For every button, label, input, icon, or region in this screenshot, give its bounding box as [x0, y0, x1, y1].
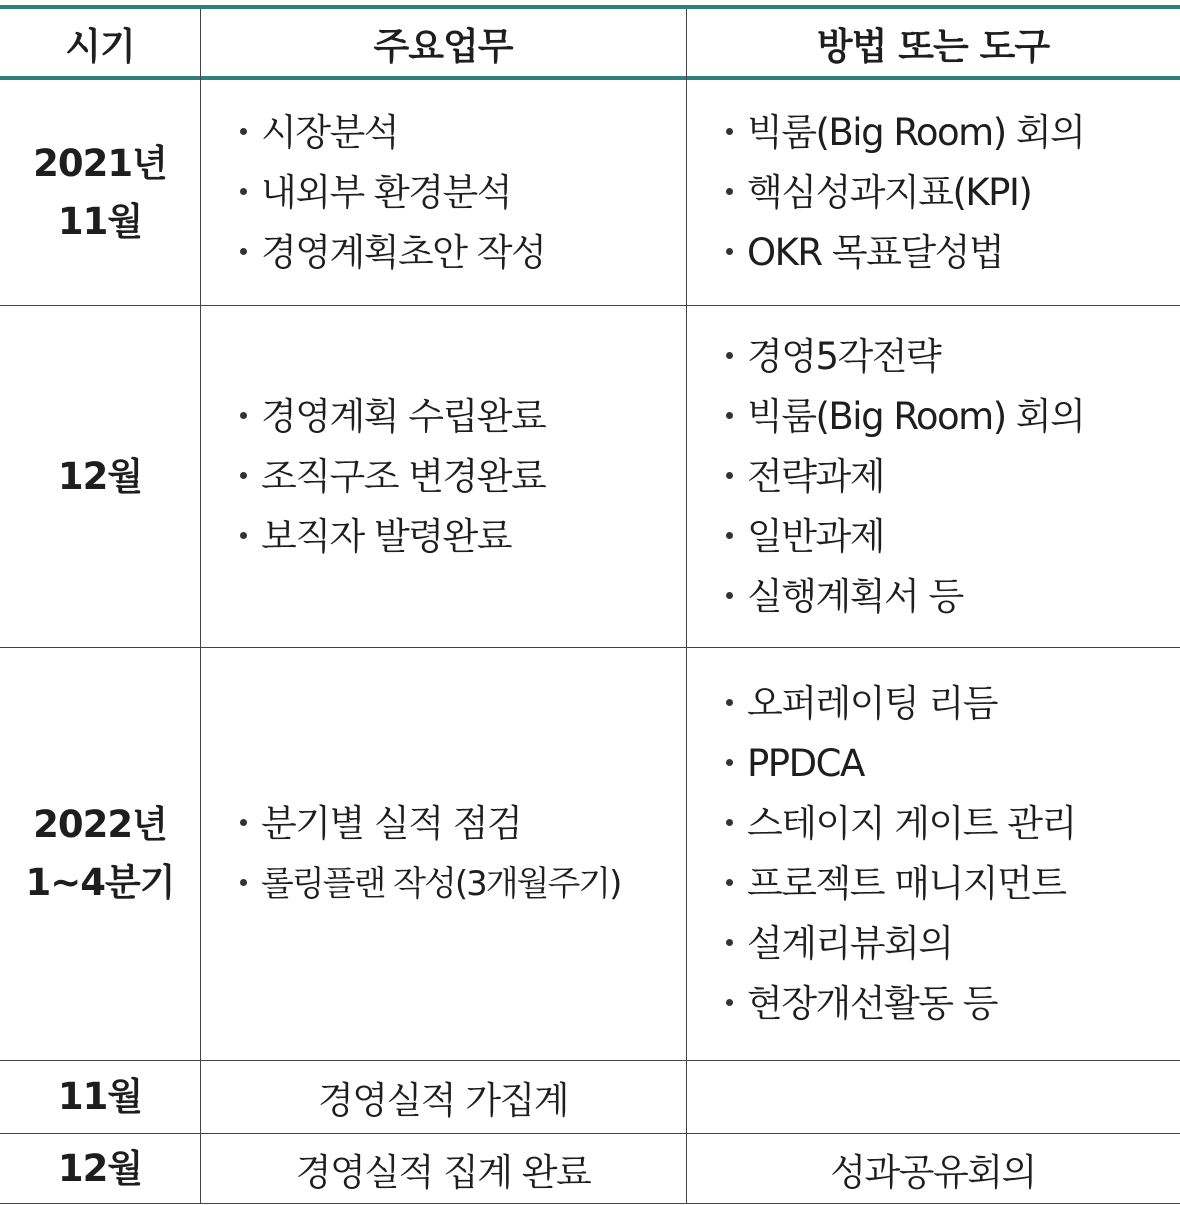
- list-item: 경영5각전략: [726, 327, 1176, 387]
- list-item: 시장분석: [240, 103, 680, 163]
- list-item: 현장개선활동 등: [726, 974, 1176, 1034]
- row5-task: 경영실적 집계 완료: [295, 1150, 591, 1194]
- bullet-icon: [240, 532, 247, 539]
- table-bottom-border: [0, 1203, 1180, 1204]
- list-item: 핵심성과지표(KPI): [726, 163, 1176, 223]
- row3-tasks: [240, 648, 684, 1060]
- period-line: 12월: [57, 454, 143, 498]
- bullet-icon: [240, 128, 247, 135]
- list-item: 보직자 발령완료: [240, 507, 680, 567]
- row2-tasks: [240, 306, 680, 647]
- period-line: 1~4분기: [25, 861, 175, 904]
- period-line: 11월: [57, 199, 143, 243]
- bullet-icon: [726, 532, 733, 539]
- bullet-icon: [726, 128, 733, 135]
- row2-period: [0, 306, 200, 647]
- header-methods: 방법 또는 도구: [816, 24, 1050, 68]
- bullet-icon: [240, 412, 247, 419]
- list-item: 전략과제: [726, 447, 1176, 507]
- list-item: OKR 목표달성법: [726, 223, 1176, 283]
- column-divider: [200, 9, 201, 1203]
- row2-methods: [726, 306, 1176, 647]
- list-item: 경영계획 수립완료: [240, 387, 680, 447]
- header-period: 시기: [65, 24, 135, 68]
- row1-methods: [726, 80, 1176, 305]
- list-item: 오퍼레이팅 리듬: [726, 674, 1176, 734]
- list-item: 내외부 환경분석: [240, 163, 680, 223]
- bullet-icon: [726, 188, 733, 195]
- list-item: 경영계획초안 작성: [240, 223, 680, 283]
- bullet-icon: [240, 248, 247, 255]
- bullet-icon: [726, 472, 733, 479]
- bullet-icon: [726, 699, 733, 706]
- bullet-icon: [240, 879, 247, 886]
- row3-methods: [726, 648, 1176, 1060]
- column-divider: [686, 9, 687, 1203]
- header-tasks: 주요업무: [373, 24, 513, 68]
- bullet-icon: [726, 819, 733, 826]
- row5-period: [0, 1134, 200, 1203]
- row4-period: [0, 1061, 200, 1133]
- bullet-icon: [726, 999, 733, 1006]
- list-item: 설계리뷰회의: [726, 914, 1176, 974]
- bullet-icon: [726, 759, 733, 766]
- bullet-icon: [726, 352, 733, 359]
- bullet-icon: [726, 879, 733, 886]
- list-item: 실행계획서 등: [726, 567, 1176, 627]
- row4-task: 경영실적 가집계: [318, 1079, 568, 1122]
- row1-tasks: [240, 80, 680, 305]
- list-item: 조직구조 변경완료: [240, 447, 680, 507]
- bullet-icon: [726, 592, 733, 599]
- list-item: 스테이지 게이트 관리: [726, 794, 1176, 854]
- period-line: 2021년: [33, 141, 167, 185]
- row3-period: [0, 648, 200, 1060]
- period-line: 12월: [57, 1146, 143, 1190]
- list-item: 롤링플랜 작성(3개월주기): [240, 854, 684, 914]
- bullet-icon: [726, 248, 733, 255]
- period-line: 11월: [57, 1075, 143, 1118]
- list-item: 프로젝트 매니지먼트: [726, 854, 1176, 914]
- list-item: PPDCA: [726, 734, 1176, 794]
- bullet-icon: [726, 939, 733, 946]
- list-item: 분기별 실적 점검: [240, 794, 684, 854]
- row1-period: [0, 80, 200, 305]
- period-line: 2022년: [33, 803, 167, 846]
- row5-method: 성과공유회의: [830, 1150, 1036, 1194]
- list-item: 일반과제: [726, 507, 1176, 567]
- bullet-icon: [726, 412, 733, 419]
- bullet-icon: [240, 188, 247, 195]
- list-item: 빅룸(Big Room) 회의: [726, 103, 1176, 163]
- list-item: 빅룸(Big Room) 회의: [726, 387, 1176, 447]
- bullet-icon: [240, 819, 247, 826]
- row4-method: [686, 1061, 1180, 1133]
- bullet-icon: [240, 472, 247, 479]
